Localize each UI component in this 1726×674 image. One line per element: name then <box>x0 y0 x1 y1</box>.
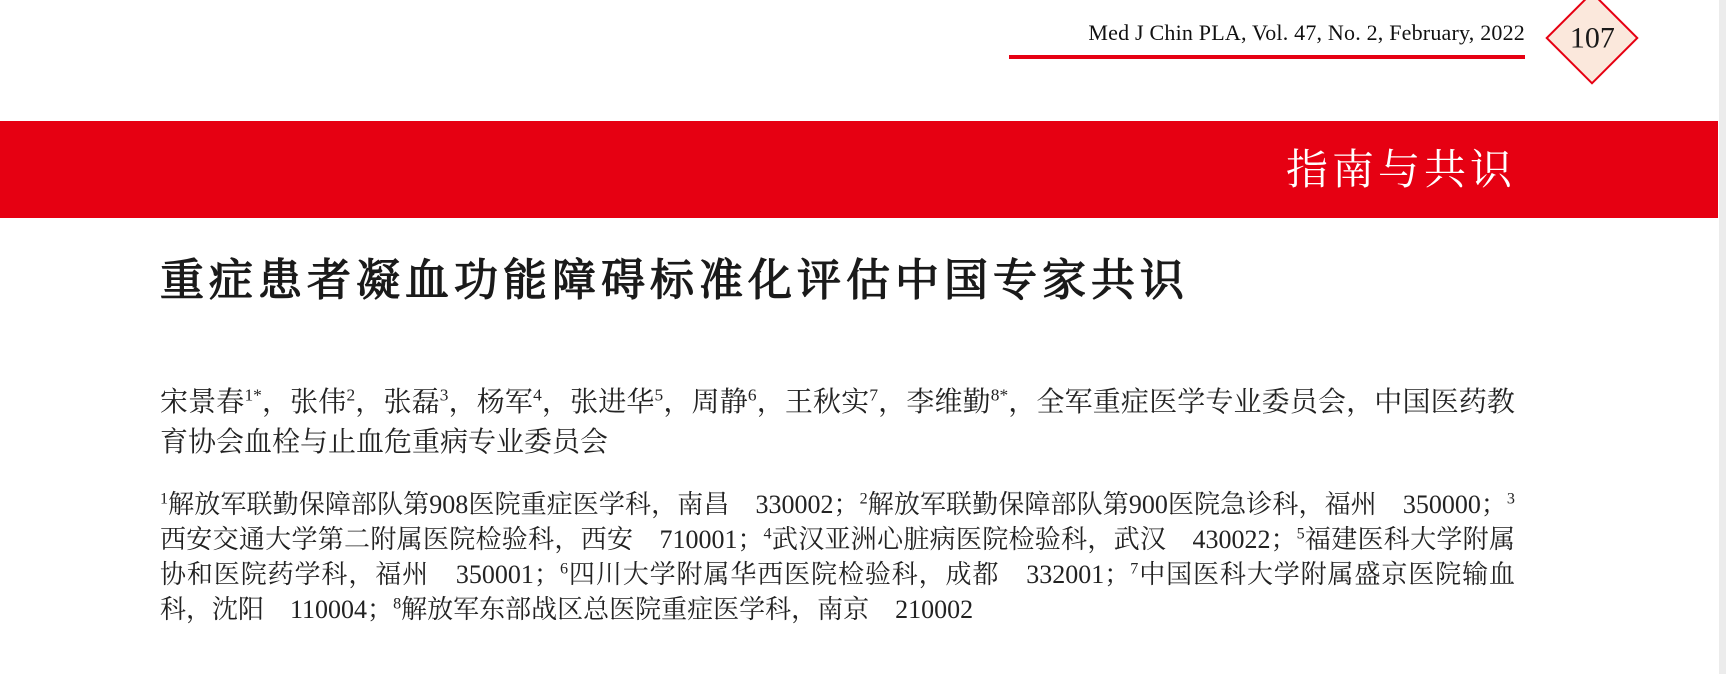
page-number-badge <box>1545 0 1638 85</box>
authors-line: 宋景春$^{1*}$，张伟$^2$，张磊$^3$，杨军$^4$，张进华$^5$，周静$^6$，王秋实$^7$，李维勤$^{8*}$，全军重症医学专业委员会，中国医药教育协会血栓与止血危重病专业委员会 <box>160 385 1515 458</box>
affiliation: $^6$四川大学附属华西医院检验科，成都 332001 <box>559 560 1105 589</box>
affiliation: $^2$解放军联勤保障部队第900医院急诊科，福州 350000 <box>859 490 1481 519</box>
affiliations-block: $^1$解放军联勤保障部队第908医院重症医学科，南昌 330002；$^2$解放军联勤保障部队第900医院急诊科，福州 350000；$^3$西安交通大学第二附属医院检验科，西安 710001；$^4$武汉亚洲心脏病医院检验科，武汉 430022；$^5$福建医科大学附属协和医院药学科，福州 350001；$^6$四川大学附属华西医院检验科，成都 332001；$^7$中国医科大学附属盛京医院输血科，沈阳 110004；$^8$解放军东部战区总医院重症医学科，南京 210002 <box>160 490 1515 624</box>
affiliation: $^3$西安交通大学第二附属医院检验科，西安 710001 <box>160 490 1515 554</box>
header-rule <box>1009 55 1525 59</box>
author: 周静$^6$ <box>691 385 757 418</box>
affiliation: $^5$福建医科大学附属协和医院药学科，福州 350001 <box>160 525 1515 589</box>
author: 中国医药教育协会血栓与止血危重病专业委员会 <box>160 387 1515 458</box>
affiliation: $^8$解放军东部战区总医院重症医学科，南京 210002 <box>393 595 974 624</box>
author: 李维勤$^{8*}$ <box>906 385 1009 418</box>
affiliation: $^7$中国医科大学附属盛京医院输血科，沈阳 110004 <box>160 560 1515 624</box>
author: 宋景春$^{1*}$ <box>160 385 262 418</box>
author: 张伟$^2$ <box>290 385 356 418</box>
page-number: 107 <box>1569 21 1615 54</box>
author: 张进华$^5$ <box>570 385 664 418</box>
author: 张磊$^3$ <box>383 385 449 418</box>
affiliation: $^4$武汉亚洲心脏病医院检验科，武汉 430022 <box>763 525 1271 554</box>
author: 王秋实$^7$ <box>784 385 879 418</box>
author: 杨军$^4$ <box>476 385 542 418</box>
author: 全军重症医学专业委员会 <box>1036 387 1347 418</box>
section-banner-label: 指南与共识 <box>1285 145 1516 193</box>
page-edge-strip <box>1719 0 1726 674</box>
journal-reference: Med J Chin PLA, Vol. 47, No. 2, February, 2022 <box>1088 20 1525 45</box>
article-title: 重症患者凝血功能障碍标准化评估中国专家共识 <box>160 256 1189 305</box>
section-banner <box>0 121 1718 218</box>
affiliation: $^1$解放军联勤保障部队第908医院重症医学科，南昌 330002 <box>160 490 834 519</box>
